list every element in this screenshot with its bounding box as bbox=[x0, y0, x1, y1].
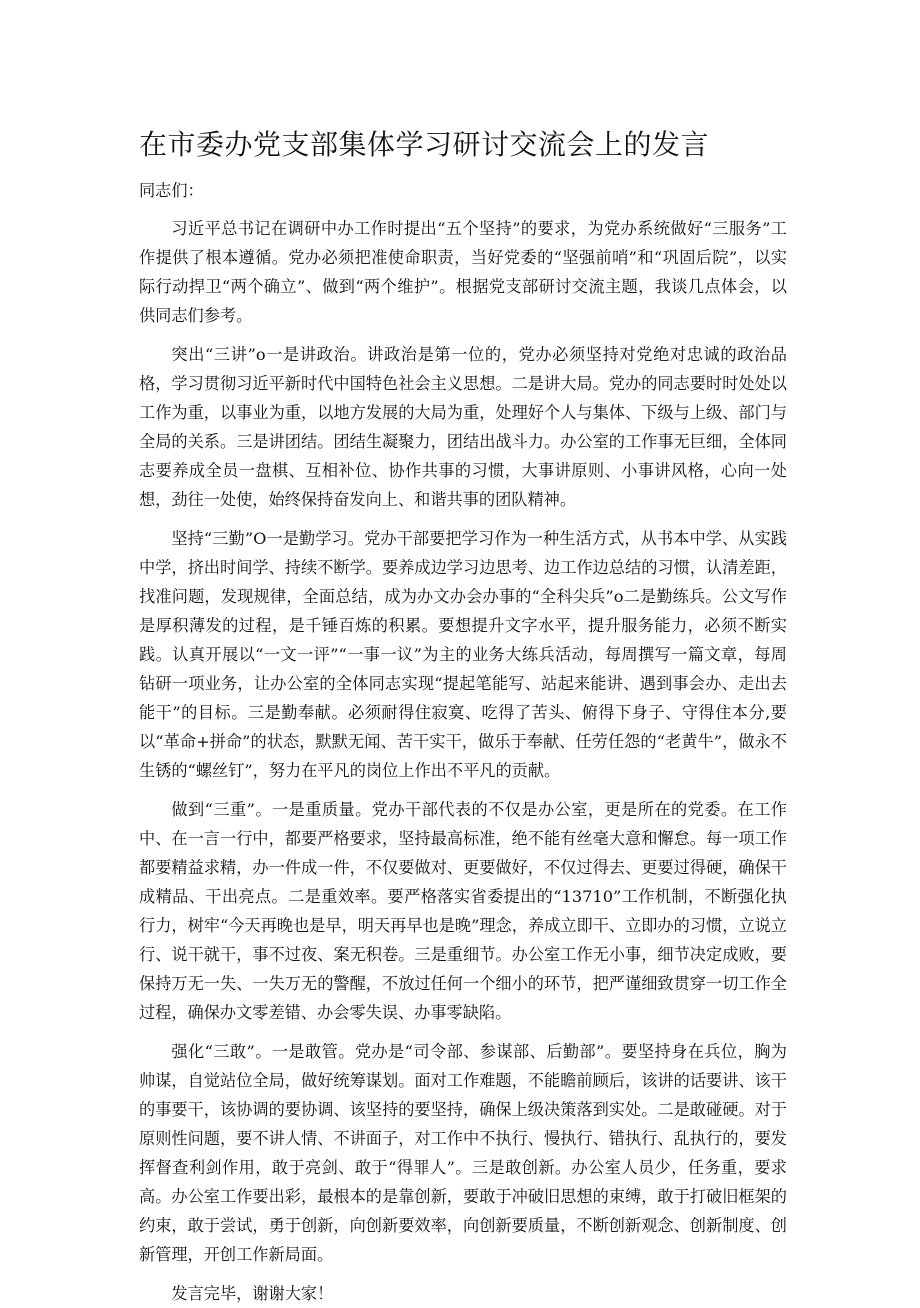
document-body bbox=[139, 176, 787, 1308]
paragraph-three-jiang: 突出“三讲”o一是讲政治。讲政治是第一位的，党办必须坚持对党绝对忠诚的政治品格，学习贯彻习近平新时代中国特色社会主义思想。二是讲大局。党办的同志要时时处处以工作为重，以事业为重，以地方发展的大局为重，处理好个人与集体、下级与上级、部门与全局的关系。三是讲团结。团结生凝聚力，团结出战斗力。办公室的工作事无巨细，全体同志要养成全员一盘棋、互相补位、协作共事的习惯，大事讲原则、小事讲风格，心向一处想，劲往一处使，始终保持奋发向上、和谐共事的团队精神。 bbox=[139, 345, 787, 509]
paragraph-three-qin: 坚持“三勤”O一是勤学习。党办干部要把学习作为一种生活方式，从书本中学、从实践中学，挤出时间学、持续不断学。要养成边学习边思考、边工作边总结的习惯，认清差距，找准问题，发现规律，全面总结，成为办文办会办事的“全科尖兵”o二是勤练兵。公文写作是厚积薄发的过程，是千锤百炼的积累。要想提升文字水平，提升服务能力，必须不断实践。认真开展以“一文一评”“一事一议”为主的业务大练兵活动，每周撰写一篇文章，每周钻研一项业务，让办公室的全体同志实现“提起笔能写、站起来能讲、遇到事会办、走出去能干”的目标。三是勤奉献。必须耐得住寂寞、吃得了苦头、俯得下身子、守得住本分,要以“革命+拼命”的状态，默默无闻、苦干实干，做乐于奉献、任劳任怨的“老黄牛”，做永不生锈的“螺丝钉”，努力在平凡的岗位上作出不平凡的贡献。 bbox=[139, 529, 787, 780]
document-title: 在市委办党支部集体学习研讨交流会上的发言 bbox=[139, 128, 710, 161]
paragraph-three-zhong: 做到“三重”。一是重质量。党办干部代表的不仅是办公室，更是所在的党委。在工作中、在一言一行中，都要严格要求，坚持最高标准，绝不能有丝毫大意和懈怠。每一项工作都要精益求精，办一件成一件，不仅要做对、更要做好，不仅过得去、更要过得硬，确保干成精品、干出亮点。二是重效率。要严格落实省委提出的“13710”工作机制，不断强化执行力，树牢“今天再晚也是早，明天再早也是晚”理念，养成立即干、立即办的习惯，立说立行、说干就干，事不过夜、案无积卷。三是重细节。办公室工作无小事，细节决定成败，要保持万无一失、一失万无的警醒，不放过任何一个细小的环节，把严谨细致贯穿一切工作全过程，确保办文零差错、办会零失误、办事零缺陷。 bbox=[139, 800, 787, 1022]
closing-remark: 发言完毕，谢谢大家！ bbox=[171, 1284, 334, 1303]
paragraph-three-gan: 强化“三敢”。一是敢管。党办是“司令部、参谋部、后勤部”。要坚持身在兵位，胸为帅谋，自觉站位全局，做好统筹谋划。面对工作难题，不能瞻前顾后，该讲的话要讲、该干的事要干，该协调的要协调、该坚持的要坚持，确保上级决策落到实处。二是敢碰硬。对于原则性问题，要不讲人情、不讲面子，对工作中不执行、慢执行、错执行、乱执行的，要发挥督查利剑作用，敢于亮剑、敢于“得罪人”。三是敢创新。办公室人员少，任务重，要求高。办公室工作要出彩，最根本的是靠创新，要敢于冲破旧思想的束缚，敢于打破旧框架的约束，敢于尝试，勇于创新，向创新要效率，向创新要质量，不断创新观念、创新制度、创新管理，开创工作新局面。 bbox=[139, 1042, 787, 1264]
paragraph-intro: 习近平总书记在调研中办工作时提出“五个坚持”的要求，为党办系统做好“三服务”工作提供了根本遵循。党办必须把准使命职责，当好党委的“坚强前哨”和“巩固后院”，以实际行动捍卫“两个确立”、做到“两个维护”。根据党支部研讨交流主题，我谈几点体会，以供同志们参考。 bbox=[139, 219, 787, 325]
greeting: 同志们： bbox=[139, 181, 204, 200]
